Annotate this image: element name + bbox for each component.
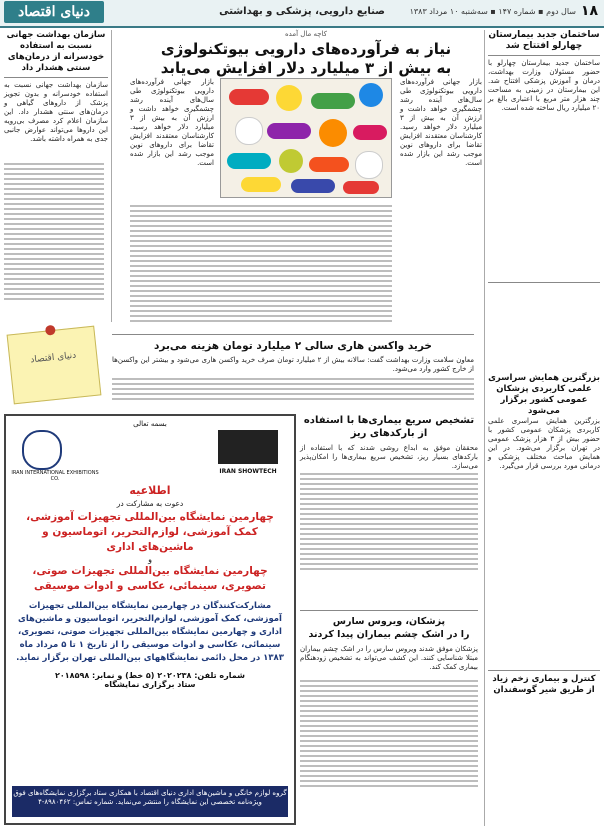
article-text-block [130,202,392,325]
notice-title: اطلاعیه [129,484,171,497]
left-column [4,30,112,322]
pill-shape [359,83,383,107]
sars-text-block [300,677,478,790]
pill-shape [235,117,263,145]
barcode-title: تشخیص سریع بیماری‌ها با استفاده از بارکدهای ریز [303,415,475,439]
sars-article [300,610,478,827]
pill-shape [291,179,335,193]
sticky-note-text: دنیای اقتصاد [29,350,77,366]
sticky-note-graphic [7,326,102,405]
newspaper-logo: دنیای اقتصاد [4,1,104,23]
article-body-left: بازار جهانی فرآورده‌های دارویی بیوتکنولوژی طی سال‌های آینده رشد چشمگیری خواهد داشت و ارزش آن به بیش از ۳ میلیارد دلار خواهد رسید. کارشناسان معتقدند افزایش تقاضا برای داروهای نوین موجب رشد این بازار شده است. [130,78,214,167]
left-body: سازمان بهداشت جهانی نسبت به استفاده خودسرانه و بدون تجویز پزشک از داروهای گیاهی و درمان‌های سنتی هشدار داد. این سازمان اعلام کرد مصرف بی‌رویه این داروها می‌تواند عوارض جانبی جدی به همراه داشته باشد. [4,81,108,143]
right-body-1: ساختمان جدید بیمارستان چهارلو با حضور مسئولان وزارت بهداشت، درمان و آموزش پزشکی افتتاح شد. این بیمارستان در زمینی به مساحت چند هزار متر مربع با اعتباری بالغ بر ۲۰ میلیارد ریال ساخته شده است. [488,59,600,112]
main-article [130,30,482,330]
pill-shape [229,89,269,105]
section-title: صنایع دارویی، پزشکی و بهداشتی [219,6,385,17]
pill-shape [279,149,303,173]
ad-contact: شماره تلفن: ۲۰۲۰۲۳۸ (۵ خط) و نمابر: ۲۰۱۸۵۹۸ [55,671,245,680]
divider [488,55,600,56]
ad-body: مشارکت‌کنندگان در چهارمین نمایشگاه بین‌المللی تجهیزات آموزشی، کمک آموزشی، لوازم‌التحریر، اتوماسیون و ماشین‌های اداری و چهارمین نمایشگاه بین‌المللی تجهیزات صوتی، تصویری، سینمائی، عکاسی و ادوات موسیقی را از تاریخ ۱ تا ۵ مرداد ماه ۱۳۸۳ در محل دائمی نمایشگاههای بین‌المللی تهران برگزار نماید. [16,601,284,663]
divider [4,77,108,78]
pin-icon [45,325,56,336]
article-title-line2: به بیش از ۳ میلیارد دلار افزایش می‌یابد [160,59,452,77]
right-headline-3: کنترل و بیماری زخم زیاد از طریق شیر گوسفندان [492,674,596,695]
article-title-line1: نیاز به فرآورده‌های دارویی بیوتکنولوژی [160,40,452,58]
ad-organizer: ستاد برگزاری نمایشگاه [104,680,196,689]
pill-shape [319,119,347,147]
iiec-logo [22,430,62,470]
vaccine-article [112,334,474,407]
pill-shape [227,153,271,169]
exhibition-name-1: چهارمین نمایشگاه بین‌المللی تجهیزات آموزشی، کمک آموزشی، لوازم‌التحریر، اتوماسیون و ماشین‌های اداری [26,511,274,553]
page-header [0,0,604,28]
pill-shape [311,93,355,109]
ad-footer: گروه لوازم خانگی و ماشین‌های اداری دنیای اقتصاد با همکاری ستاد برگزاری نمایشگاه‌های فوق ویژه‌نامه تخصصی این نمایشگاه را منتشر می‌نماید. شماره تماس: ۸۹۸۰۴۶۲-۴ [12,786,288,817]
pill-shape [343,181,379,194]
vaccine-text-block [112,375,474,403]
left-text-block [4,160,104,303]
issue-date: سال دوم ▪ شماره ۱۴۷ ▪ سه‌شنبه ۱۰ مرداد ۱۳۸۳ [409,7,576,16]
pill-shape [353,125,387,140]
exhibition-name-2: چهارمین نمایشگاه بین‌المللی تجهیزات صوتی، تصویری، سینمائی، عکاسی و ادوات موسیقی [32,565,268,592]
barcode-article [300,414,478,574]
sars-title-line1: پزشکان، ویروس سارس [332,616,446,627]
iiec-name: IRAN INTERNATIONAL EXHIBITIONS CO. [11,470,99,482]
pills-photo [220,78,392,198]
pill-shape [267,123,311,139]
vaccine-body: معاون سلامت وزارت بهداشت گفت: سالانه بیش از ۲ میلیارد تومان صرف خرید واکسن هاری می‌شود و بیشتر این واکسن‌ها از خارج کشور وارد می‌شود. [112,356,474,373]
showtech-name: IRAN SHOWTECH [219,468,277,475]
invite-text: دعوت به مشارکت در [116,499,184,508]
sars-body: پزشکان موفق شدند ویروس سارس را در اشک چشم بیماران مبتلا شناسایی کنند. این کشف می‌تواند به تشخیص زودهنگام بیماری کمک کند. [300,645,478,671]
right-column [484,30,600,826]
page-number: ۱۸ [580,3,598,19]
and-text: و [148,555,152,564]
divider [488,282,600,283]
barcode-body: محققان موفق به ابداع روشی شدند که با استفاده از بارکدهای بسیار ریز، تشخیص سریع بیماری‌ها را امکان‌پذیر می‌سازد. [300,444,478,470]
pill-shape [241,177,281,192]
bismillah: بسمه تعالی [133,420,167,428]
right-headline-1: ساختمان جدید بیمارستان چهارلو افتتاح شد [488,30,600,51]
exhibition-ad [4,414,296,825]
barcode-text-block [300,470,478,573]
pill-shape [276,85,302,111]
article-kicker: کاچه مال آمده [285,30,327,38]
pill-shape [309,157,349,172]
left-headline: سازمان بهداشت جهانی نسبت به استفاده خودسرانه از درمان‌های سنتی هشدار داد [6,30,106,73]
article-body-right: بازار جهانی فرآورده‌های دارویی بیوتکنولوژی طی سال‌های آینده رشد چشمگیری خواهد داشت و ارزش آن به بیش از ۳ میلیارد دلار خواهد رسید. کارشناسان معتقدند افزایش تقاضا برای داروهای نوین موجب رشد این بازار شده است. [400,78,482,167]
right-body-2: بزرگترین همایش سراسری علمی کاربردی پزشکان عمومی کشور با حضور بیش از ۳ هزار پزشک عمومی در تهران برگزار می‌شود. در این همایش مباحث مختلف پزشکی و درمانی مورد بررسی قرار می‌گیرد. [488,417,600,470]
sars-title-line2: را در اشک چشم بیماران پیدا کردند [308,629,470,640]
vaccine-title: خرید واکسن هاری سالی ۲ میلیارد تومان هزینه می‌برد [154,340,432,352]
pill-shape [355,151,383,179]
right-headline-2: بزرگترین همایش سراسری علمی کاربردی پزشکان عمومی کشور برگزار می‌شود [488,373,600,416]
divider [488,670,600,671]
showtech-logo [218,430,278,464]
